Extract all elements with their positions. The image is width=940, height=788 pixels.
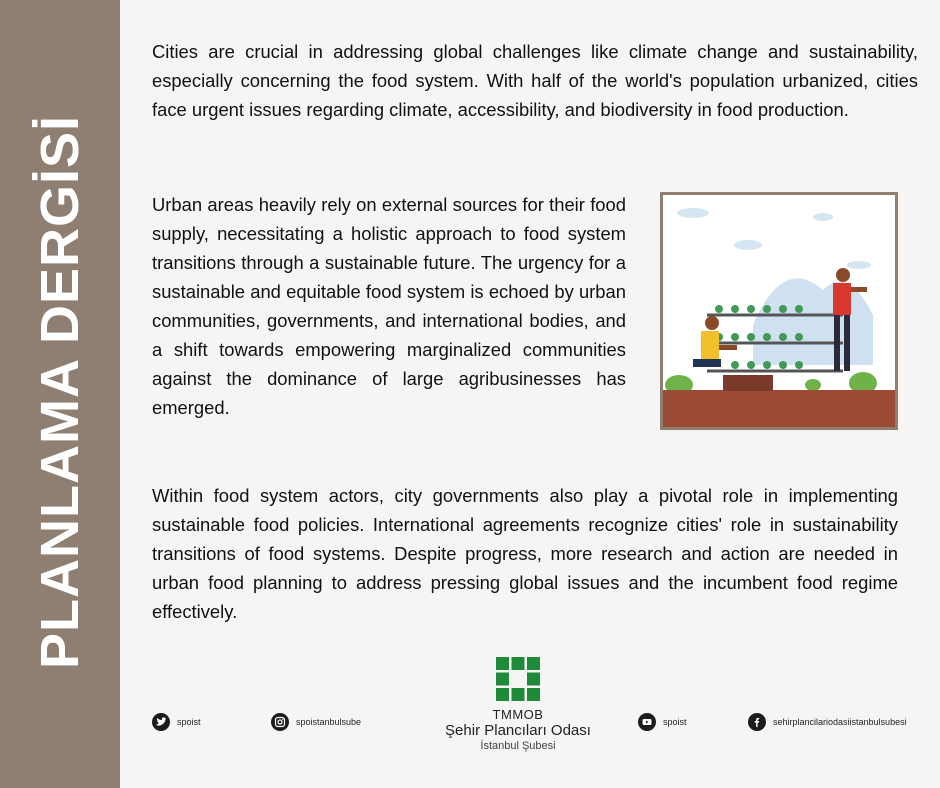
logo-org-name: TMMOB	[492, 707, 544, 722]
magazine-title: PLANLAMA DERGİSİ	[30, 115, 90, 669]
twitter-link[interactable]	[152, 713, 201, 731]
article-paragraph-2: Urban areas heavily rely on external sources for their food supply, necessitating a holistic approach to food system transitions through a sustainable future. The urgency for a sustainable and equitable food system is echoed by urban communities, governments, and international bodies, and a shift towards empowering marginalized communities against the dominance of large agribusinesses has emerged.	[152, 194, 626, 418]
facebook-handle: sehirplancilariodasiistanbulsubesi	[773, 717, 907, 727]
youtube-handle: spoist	[663, 717, 687, 727]
article-paragraph-1: Cities are crucial in addressing global challenges like climate change and sustainability, especially concerning the food system. With half of the world's population urbanized, cities face urgent issues regarding climate, accessibility, and biodiversity in food production.	[152, 41, 918, 120]
tmmob-logo	[430, 657, 606, 753]
youtube-icon	[638, 713, 656, 731]
youtube-link[interactable]	[638, 713, 687, 731]
tmmob-logo-mark	[496, 657, 540, 701]
article-paragraph-3: Within food system actors, city governments also play a pivotal role in implementing sustainable food policies. International agreements recognize cities' role in sustainability transitions of food systems. Despite progress, more research and action are needed in urban food planning to address pressing global issues and the incumbent food regime effectively.	[152, 485, 898, 622]
urban-farming-illustration	[660, 192, 898, 430]
facebook-icon	[748, 713, 766, 731]
twitter-handle: spoist	[177, 717, 201, 727]
instagram-handle: spoistanbulsube	[296, 717, 362, 727]
logo-branch-name: İstanbul Şubesi	[480, 740, 556, 752]
logo-chamber-name: Şehir Plancıları Odası	[445, 722, 591, 739]
instagram-link[interactable]	[271, 713, 361, 731]
facebook-link[interactable]	[748, 713, 907, 731]
instagram-icon	[271, 713, 289, 731]
sidebar	[0, 0, 120, 788]
twitter-icon	[152, 713, 170, 731]
